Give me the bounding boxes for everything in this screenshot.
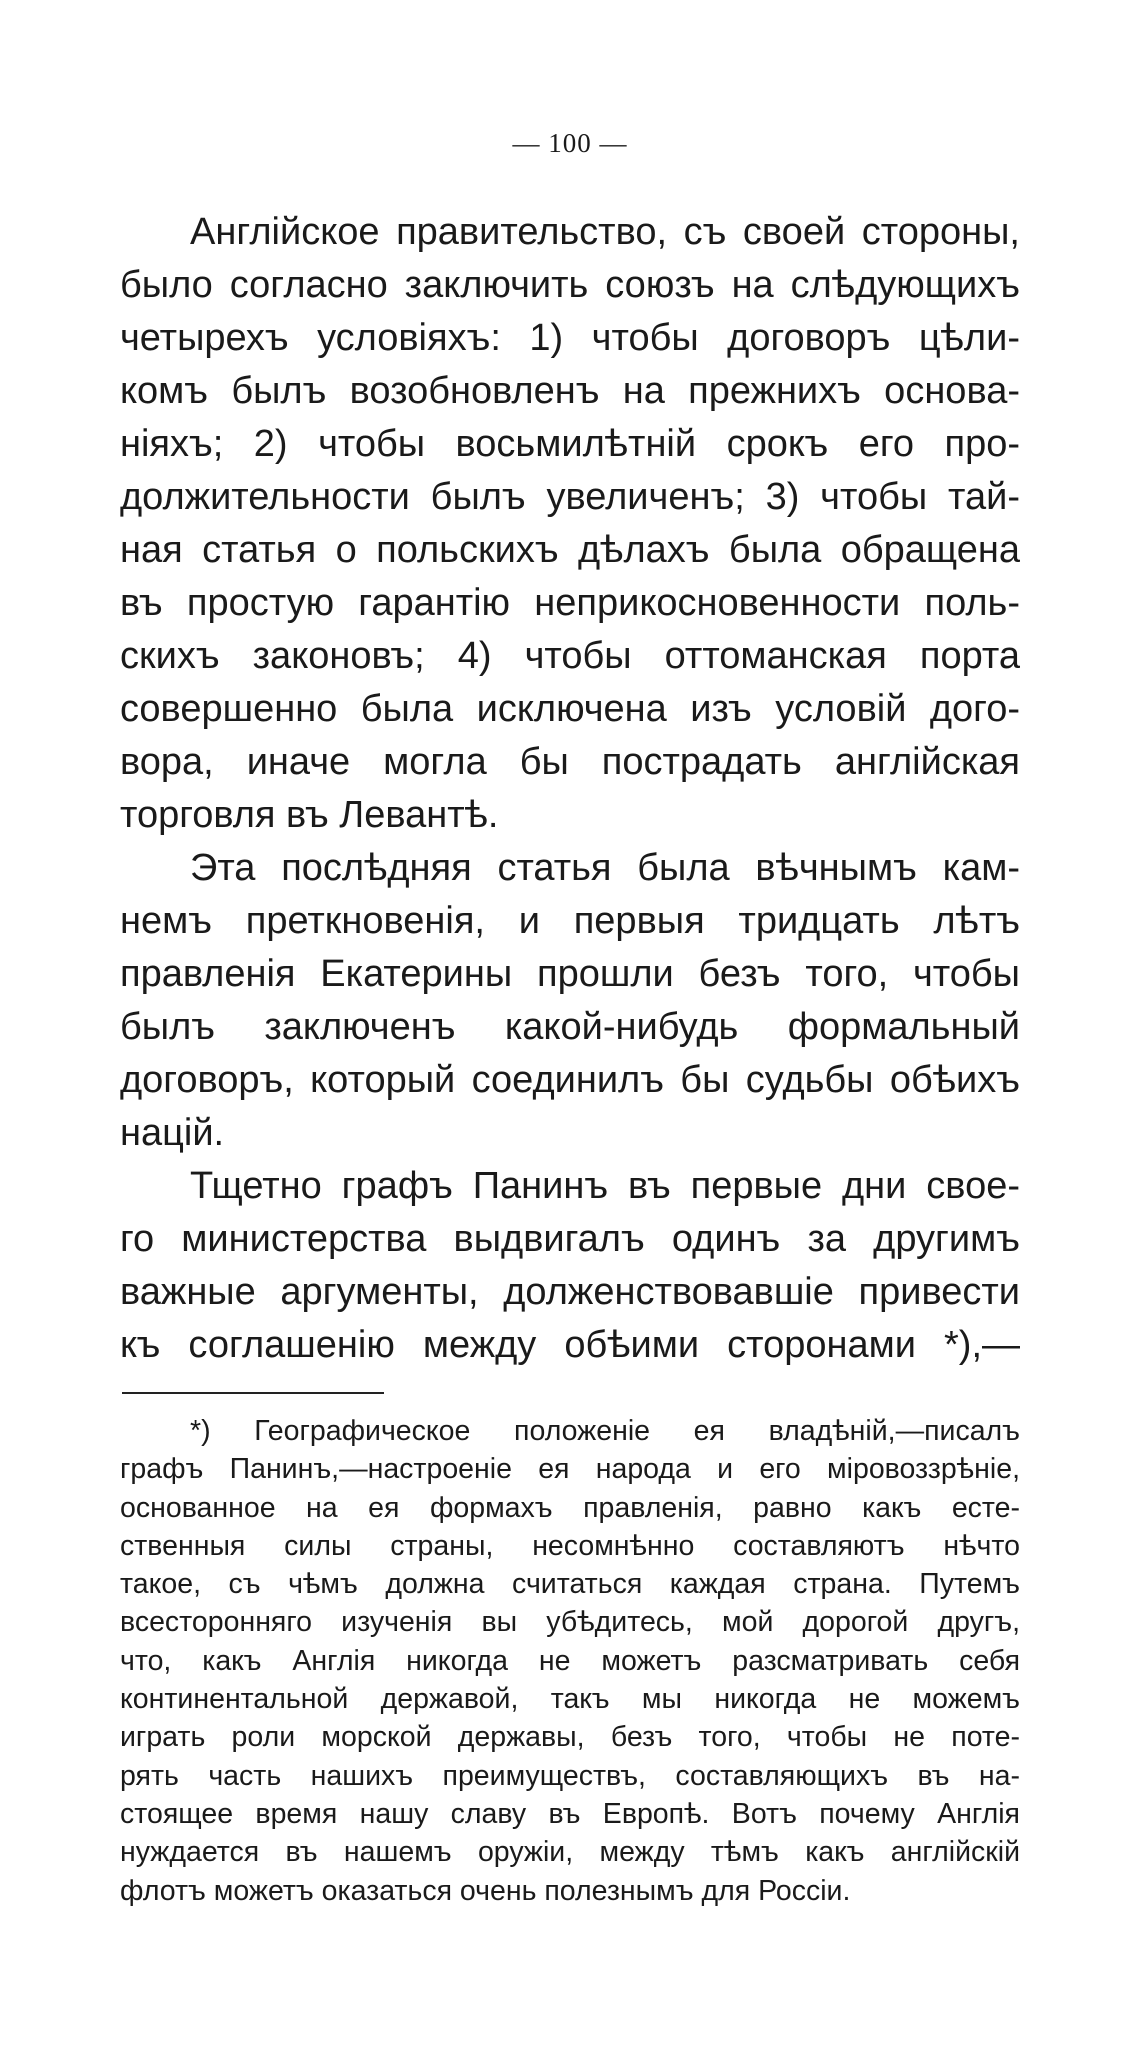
text-line: въ простую гарантію неприкосновенности поль- xyxy=(120,582,1020,624)
footnote-line: графъ Панинъ,—настроеніе ея народа и его міровоззрѣніе, xyxy=(120,1453,1020,1486)
text-line: важные аргументы, долженствовавшіе привести xyxy=(120,1271,1020,1313)
page-number: — 100 — xyxy=(512,128,628,158)
main-text xyxy=(120,206,1020,1372)
footnote-line: *) Географическое положеніе ея владѣній,—писалъ xyxy=(190,1415,1020,1447)
footnote-line: основанное на ея формахъ правленія, равно какъ есте- xyxy=(120,1491,1020,1524)
text-line: го министерства выдвигалъ одинъ за другимъ xyxy=(120,1218,1020,1260)
footnote-separator xyxy=(122,1392,384,1394)
text-line: Эта послѣдняя статья была вѣчнымъ кам- xyxy=(190,847,1020,889)
text-line: скихъ законовъ; 4) чтобы оттоманская порта xyxy=(120,635,1020,677)
text-line: четырехъ условіяхъ: 1) чтобы договоръ цѣли- xyxy=(120,317,1020,359)
text-line: договоръ, который соединилъ бы судьбы обѣихъ xyxy=(120,1059,1020,1101)
footnote-line: ственныя силы страны, несомнѣнно составляютъ нѣчто xyxy=(120,1529,1020,1562)
text-line: правленія Екатерины прошли безъ того, чтобы xyxy=(120,953,1020,995)
text-line: было согласно заключить союзъ на слѣдующихъ xyxy=(120,264,1020,306)
text-line: комъ былъ возобновленъ на прежнихъ основа- xyxy=(120,370,1020,412)
text-line: націй. xyxy=(120,1112,225,1154)
footnote xyxy=(120,1412,1020,1910)
text-line: немъ преткновенія, и первыя тридцать лѣтъ xyxy=(120,900,1020,942)
footnote-line: стоящее время нашу славу въ Европѣ. Вотъ почему Англія xyxy=(120,1797,1020,1830)
text-line: былъ заключенъ какой-нибудь формальный xyxy=(120,1006,1020,1048)
text-line: Тщетно графъ Панинъ въ первые дни свое- xyxy=(190,1165,1020,1207)
text-line: къ соглашенію между обѣими сторонами *),— xyxy=(120,1324,1020,1366)
text-line: должительности былъ увеличенъ; 3) чтобы тай- xyxy=(120,476,1020,518)
footnote-line: континентальной державой, такъ мы никогда не можемъ xyxy=(120,1683,1020,1716)
footnote-line: играть роли морской державы, безъ того, чтобы не поте- xyxy=(120,1721,1020,1754)
text-line: совершенно была исключена изъ условій дого- xyxy=(120,688,1020,730)
footnote-line: нуждается въ нашемъ оружіи, между тѣмъ какъ англійскій xyxy=(120,1836,1020,1869)
footnote-line: всесторонняго изученія вы убѣдитесь, мой дорогой другъ, xyxy=(120,1606,1020,1639)
footnote-line: что, какъ Англія никогда не можетъ разсматривать себя xyxy=(120,1644,1020,1677)
footnote-line: рять часть нашихъ преимуществъ, составляющихъ въ на- xyxy=(120,1759,1020,1792)
text-line: Англійское правительство, съ своей стороны, xyxy=(190,211,1020,253)
text-line: вора, иначе могла бы пострадать англійская xyxy=(120,741,1020,783)
text-line: ная статья о польскихъ дѣлахъ была обращена xyxy=(120,529,1020,571)
text-line: торговля въ Левантѣ. xyxy=(120,794,499,836)
text-line: ніяхъ; 2) чтобы восьмилѣтній срокъ его про- xyxy=(120,423,1020,465)
footnote-line: такое, съ чѣмъ должна считаться каждая страна. Путемъ xyxy=(120,1568,1020,1601)
footnote-line: флотъ можетъ оказаться очень полезнымъ для Россіи. xyxy=(120,1874,851,1907)
